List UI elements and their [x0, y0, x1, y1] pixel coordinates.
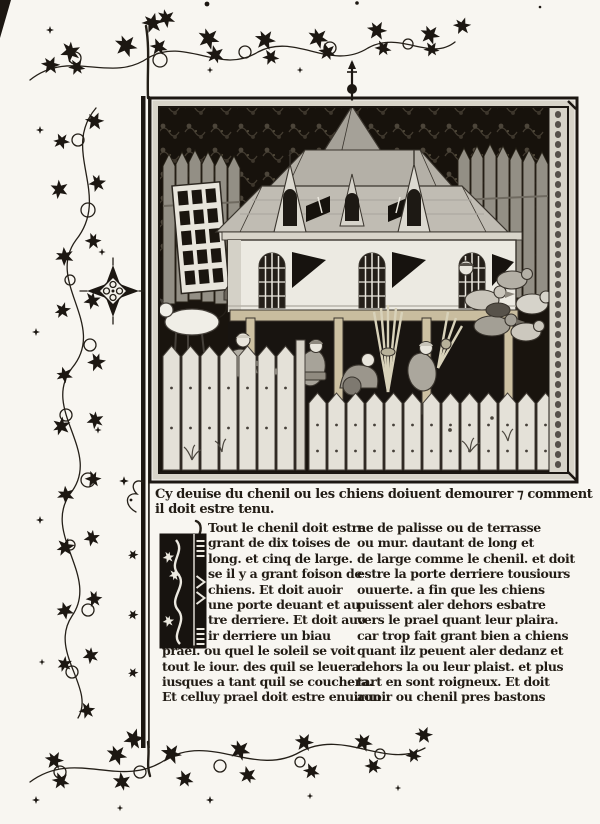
paragraph-flourish: [119, 476, 143, 512]
text-line: dehors la ou leur plaist. et plus: [357, 658, 564, 674]
text-line: ne de palisse ou de terrasse: [357, 520, 541, 535]
diamond-ornament: [80, 258, 144, 324]
barred-window-2: [359, 253, 385, 308]
miniature-caption: [155, 487, 592, 517]
text-line: long. et cinq de large.: [208, 550, 353, 566]
text-line: auoir ou chenil pres bastons: [357, 689, 546, 705]
text-line: car trop fait grant bien a chiens: [357, 627, 569, 643]
barred-window-1: [259, 253, 285, 308]
top-vine-border: [30, 8, 474, 98]
text-line: une porte deuant et au: [208, 596, 360, 612]
vertical-bar-border: [128, 96, 150, 748]
text-column-left: [162, 520, 381, 705]
text-line: Et celluy prael doit estre enuiron: [162, 689, 381, 705]
miniature-scene: [159, 106, 554, 473]
bottom-vine-border: [30, 724, 436, 812]
miniature: [150, 60, 577, 482]
text-line: Tout le chenil doit estre: [208, 520, 366, 535]
text-line: tre derriere. Et doit auo: [208, 612, 366, 628]
frame-right-strip: [549, 107, 568, 473]
text-line: ir derriere un biau: [208, 627, 331, 643]
text-column-right: [357, 520, 575, 705]
caption-line: il doit estre tenu.: [155, 502, 274, 517]
text-line: prael. ou quel le soleil se voit: [162, 643, 356, 659]
text-line: se il y a grant foison de: [208, 566, 362, 582]
text-line: de large comme le chenil. et doit: [357, 550, 575, 566]
text-line: estre la porte derriere tousiours: [357, 566, 570, 582]
text-line: ouuerte. a fin que les chiens: [357, 581, 545, 597]
text-line: tart en sont roigneux. Et doit: [357, 673, 550, 689]
text-line: tout le iour. des quil se leuera: [162, 658, 360, 674]
text-line: iusques a tant quil se couchera.: [162, 673, 373, 689]
text-line: vers le prael quant leur plaira.: [357, 612, 559, 628]
text-line: grant de dix toises de: [208, 535, 351, 551]
text-line: quant ilz peuent aler dedanz et: [357, 643, 564, 659]
text-line: puissent aler dehors esbatre: [357, 596, 546, 612]
text-line: ou mur. dautant de long et: [357, 535, 534, 551]
open-gate: [172, 182, 229, 294]
left-ivy-border: [32, 108, 108, 721]
caption-line: Cy deuise du chenil ou les chiens doiuent demourer ⁊ comment: [155, 487, 593, 502]
text-line: chiens. Et doit auoir: [208, 581, 343, 597]
